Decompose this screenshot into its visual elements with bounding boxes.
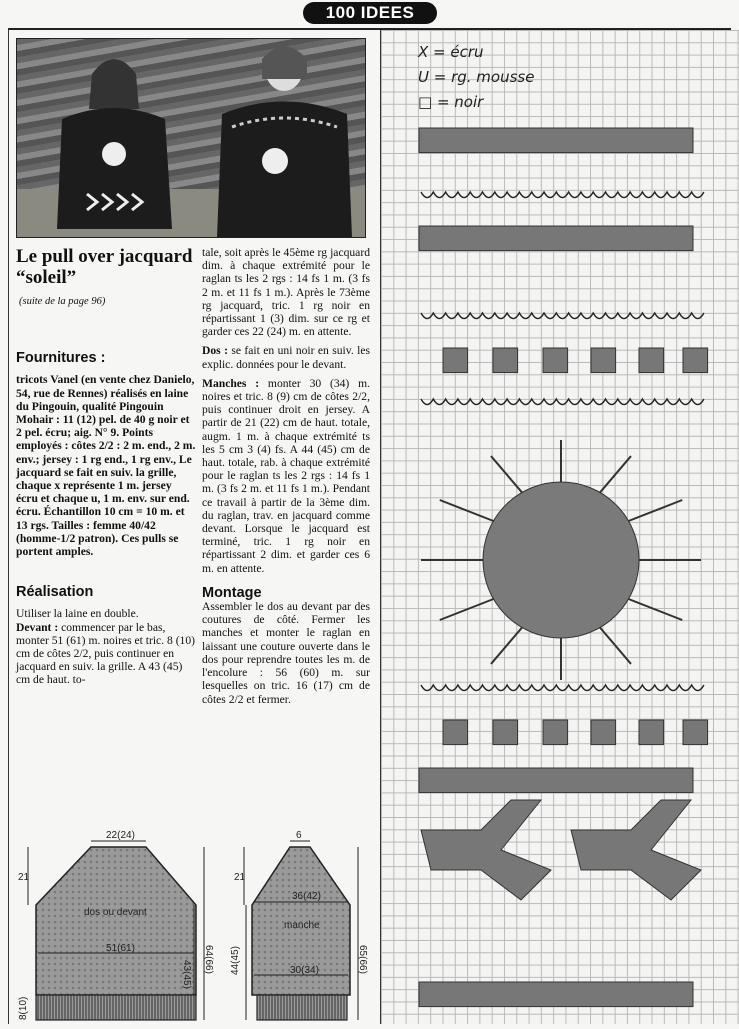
devant-text: commencer par le bas, monter 51 (61) m. noires et tric. 8 (10) cm de côtes 2/2, puis continuer en jacquard en suiv. la grille. A 43 (45) cm de haut. to- <box>16 620 196 687</box>
legend-ecru: X = écru <box>418 43 484 61</box>
article-column-2 <box>202 246 370 706</box>
dos-paragraph <box>202 344 370 370</box>
fournitures-heading: Fournitures : <box>16 350 106 367</box>
ecru-motif <box>443 720 468 745</box>
mousse-row <box>421 313 704 319</box>
sun-ray <box>600 628 631 664</box>
ecru-motif <box>543 348 568 373</box>
ecru-motif <box>543 720 568 745</box>
legend-mousse: U = rg. mousse <box>418 68 535 86</box>
section-badge: 100 IDEES <box>303 2 437 24</box>
ecru-band <box>419 128 693 153</box>
ecru-motif <box>639 720 664 745</box>
body-schema <box>16 830 216 1024</box>
body-rib-dim: 8(10) <box>18 996 29 1020</box>
ecru-band <box>419 982 693 1007</box>
sleeve-schema <box>230 830 372 1024</box>
manches-paragraph <box>202 377 370 575</box>
ecru-motif <box>639 348 664 373</box>
ecru-band <box>419 226 693 251</box>
body-width-dim: 51(61) <box>106 943 135 954</box>
sun-motif <box>483 482 639 638</box>
montage-text: Assembler le dos au devant par des coutures de côté. Fermer les manches et monter le raglan en laissant une couture ouverte dans le dos pour reprendre toutes les m. de l'encolure : 56 (60) m. sur lesquelles on tric. 16 (17) cm de côtes 2/2 et fermer. <box>202 600 370 706</box>
sun-ray <box>491 456 522 492</box>
article-subtitle: (suite de la page 96) <box>19 296 106 307</box>
ecru-motif <box>443 348 468 373</box>
article-title: Le pull over jacquard “soleil” <box>16 246 193 288</box>
sleeve-top-dim: 6 <box>296 830 302 841</box>
sun-ray <box>600 456 631 492</box>
devant-label: Devant : <box>16 620 59 634</box>
legend-noir: □ = noir <box>418 93 484 111</box>
ecru-motif <box>683 348 708 373</box>
montage-heading: Montage <box>202 584 262 601</box>
sleeve-lower-dim: 30(34) <box>290 965 319 976</box>
realisation-text: Utiliser la laine en double. <box>16 607 139 621</box>
sleeve-label: manche <box>284 920 320 931</box>
body-label: dos ou devant <box>84 907 147 918</box>
body-right-dim2: 43(45) <box>181 960 192 989</box>
jacquard-chart-grid <box>380 30 739 1024</box>
mousse-row <box>421 399 704 405</box>
manches-text: monter 30 (34) m. noires et tric. 8 (9) cm de côtes 2/2, puis continuer droit en jersey. A partir de 21 (22) cm de haut. totale, augm. 1 m. à chaque extrémité ts les 5 cm 3 (4) fs. A 44 (45) cm de haut. totale, rab. à chaque extrémité pour le raglan ts les 2 rgs : 14 fs 1 m. (3 fs 2 m. et 11 fs 1 m.). Pendant ce travail à partir de la 3ème dim. du raglan, trav. en jacquard comme devant. Lorsque le jacquard est terminé, tric. 1 rg noir en répartissant 2 dim. et garder ces 6 m. en attente. <box>202 376 370 575</box>
article-column-1 <box>16 246 196 687</box>
sun-ray <box>629 500 683 521</box>
jacquard-motifs <box>381 30 739 1024</box>
article-photo <box>16 38 366 238</box>
left-rule <box>8 28 9 1024</box>
ecru-motif <box>493 720 518 745</box>
devant-paragraph <box>16 621 196 687</box>
sun-ray <box>629 599 683 620</box>
ecru-motif <box>683 720 708 745</box>
sun-ray <box>440 500 494 521</box>
body-left-dim: 21 <box>18 872 30 883</box>
sleeve-left-dim: 21 <box>234 872 246 883</box>
chart-legend <box>418 40 534 115</box>
dos-text: se fait en uni noir en suiv. les explic. données pour le devant. <box>202 344 370 371</box>
bird-motif <box>571 800 701 900</box>
ecru-motif <box>591 720 616 745</box>
mousse-row <box>421 192 704 198</box>
fournitures-text: tricots Vanel (en vente chez Danielo, 54, rue de Rennes) réalisés en laine du Pingouin, qualité Pingouin Mohair : 11 (12) pel. de 40 g noir et 2 pel. écru; aig. N° 9. Points employés : côtes 2/2 : 2 m. end., 2 m. env.; jersey : 1 rg end., 1 rg env., Le jacquard se fait en suiv. la grille, chaque x représente 1 m. jersey écru et chaque u, 1 m. env. sur end. écru. Échantillon 10 cm = 10 m. et 13 rgs. Tailles : femme 40/42 (homme-1/2 patron). Ces pulls se portent amples. <box>16 373 196 559</box>
col2-intro: tale, soit après le 45ème rg jacquard dim. à chaque extrémité pour le raglan ts les 2 rgs : 14 fs 1 m. (3 fs 2 m. et 11 fs 1 m.). Après le 73ème rg jacquard, tric. 1 rg noir en répartissant 1 (3) dim. sur ce rg et garder ces 22 (24) m. en attente. <box>202 246 370 339</box>
sun-ray <box>440 599 494 620</box>
body-right-dim: 64(66) <box>203 945 214 974</box>
ecru-motif <box>591 348 616 373</box>
sun-ray <box>491 628 522 664</box>
mousse-row <box>421 685 704 691</box>
sleeve-left-dim2: 44(45) <box>230 946 241 975</box>
realisation-heading: Réalisation <box>16 584 94 601</box>
body-top-dim: 22(24) <box>106 830 135 841</box>
ecru-band <box>419 768 693 793</box>
sleeve-upper-dim: 36(42) <box>292 891 321 902</box>
bird-motif <box>421 800 551 900</box>
dos-label: Dos : <box>202 344 228 358</box>
manches-label: Manches : <box>202 376 260 390</box>
sleeve-right-dim: 65(66) <box>357 945 368 974</box>
ecru-motif <box>493 348 518 373</box>
